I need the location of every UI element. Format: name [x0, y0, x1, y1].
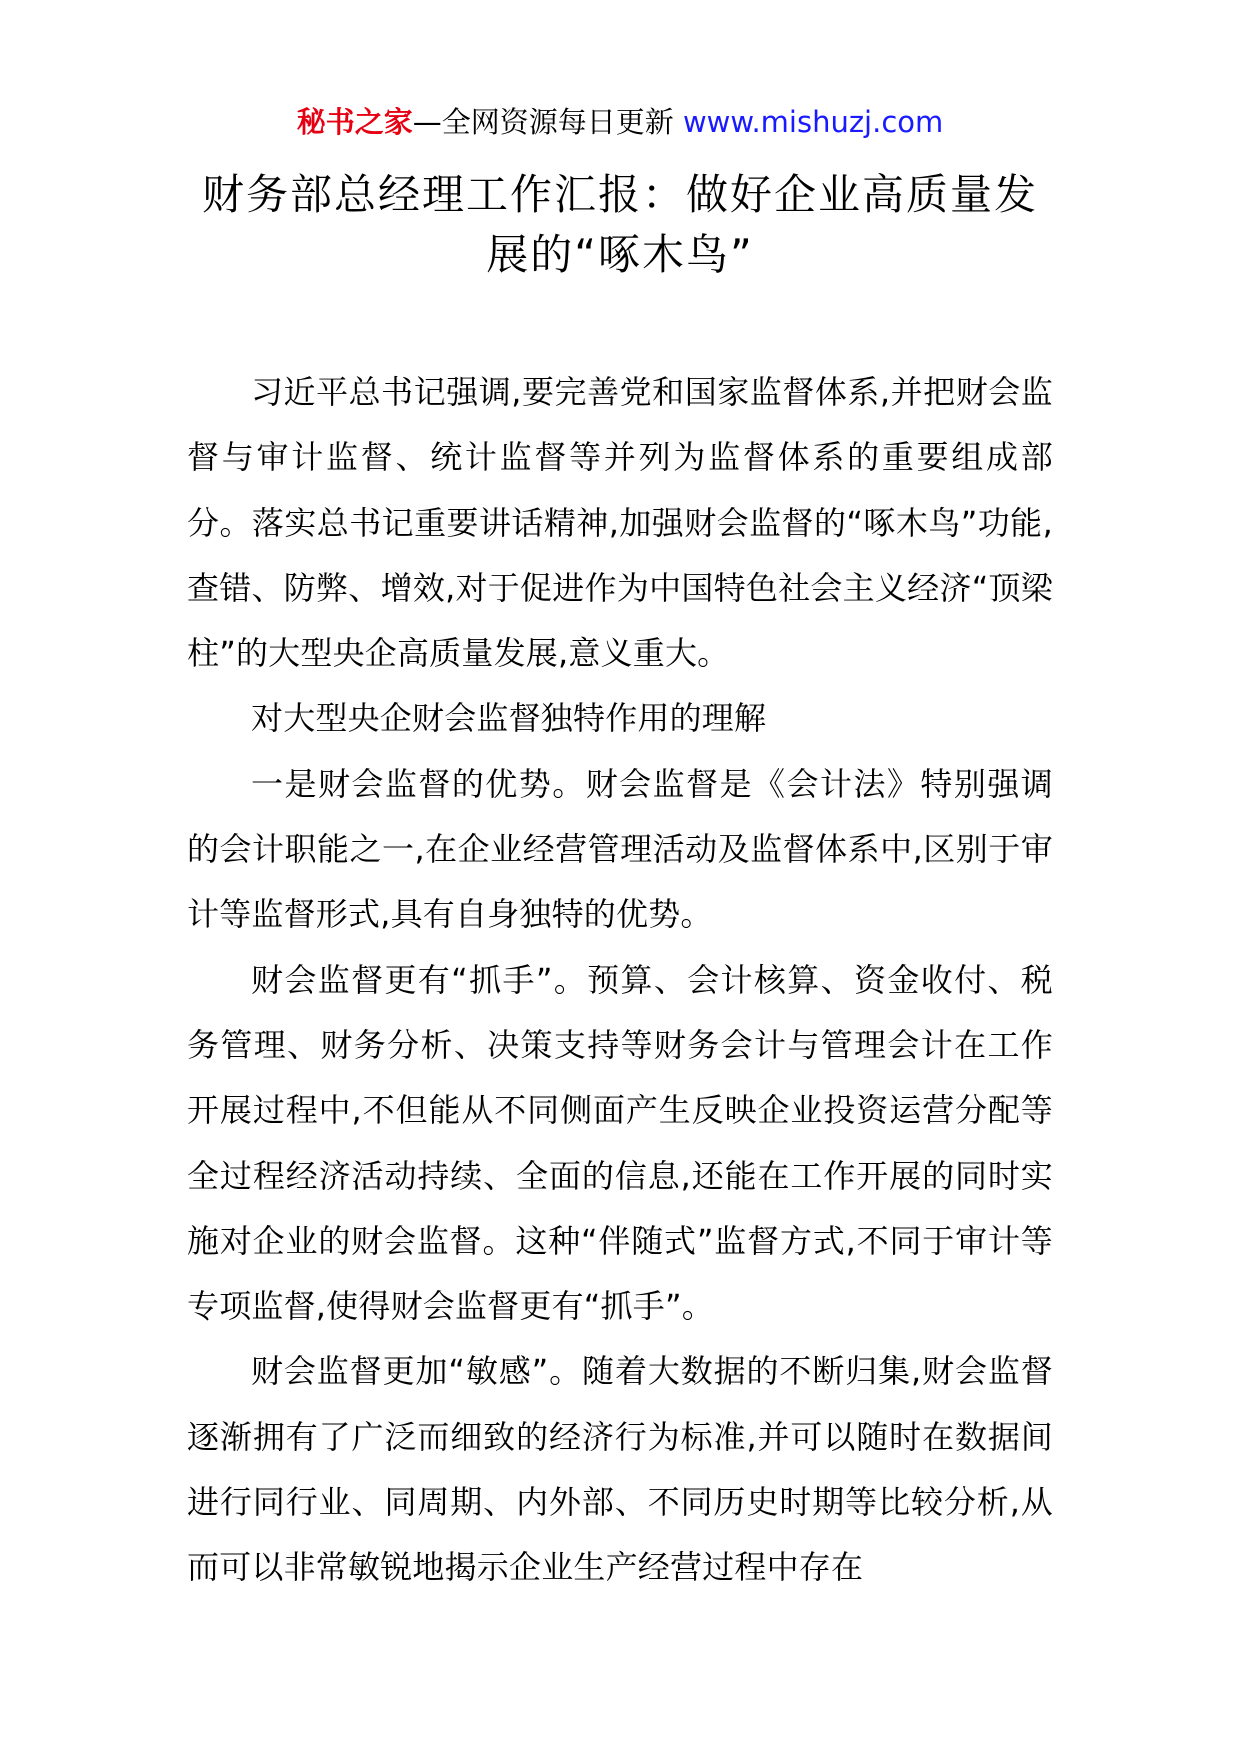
header-tagline: —全网资源每日更新: [412, 105, 674, 139]
paragraph-sensitive: 财会监督更加“敏感”。随着大数据的不断归集,财会监督逐渐拥有了广泛而细致的经济行为标准,并可以随时在数据间进行同行业、同周期、内外部、不同历史时期等比较分析,从而可以非常敏锐地揭示企业生产经营过程中存在: [187, 1352, 1053, 1587]
document-title: 财务部总经理工作汇报：做好企业高质量发展的“啄木鸟”: [201, 170, 1038, 279]
paragraph-advantage: 一是财会监督的优势。财会监督是《会计法》特别强调的会计职能之一,在企业经营管理活动及监督体系中,区别于审计等监督形式,具有自身独特的优势。: [187, 764, 1053, 934]
site-url: www.mishuzj.com: [682, 105, 944, 139]
document-body: [187, 360, 1053, 1601]
site-header: [0, 102, 1240, 142]
brand-name: 秘书之家: [296, 105, 413, 139]
section-heading: 对大型央企财会监督独特作用的理解: [251, 699, 767, 738]
paragraph-intro: 习近平总书记强调,要完善党和国家监督体系,并把财会监督与审计监督、统计监督等并列为监督体系的重要组成部分。落实总书记重要讲话精神,加强财会监督的“啄木鸟”功能,查错、防弊、增效,对于促进作为中国特色社会主义经济“顶梁柱”的大型央企高质量发展,意义重大。: [187, 373, 1053, 673]
paragraph-grip: 财会监督更有“抓手”。预算、会计核算、资金收付、税务管理、财务分析、决策支持等财务会计与管理会计在工作开展过程中,不但能从不同侧面产生反映企业投资运营分配等全过程经济活动持续、全面的信息,还能在工作开展的同时实施对企业的财会监督。这种“伴随式”监督方式,不同于审计等专项监督,使得财会监督更有“抓手”。: [187, 960, 1053, 1326]
